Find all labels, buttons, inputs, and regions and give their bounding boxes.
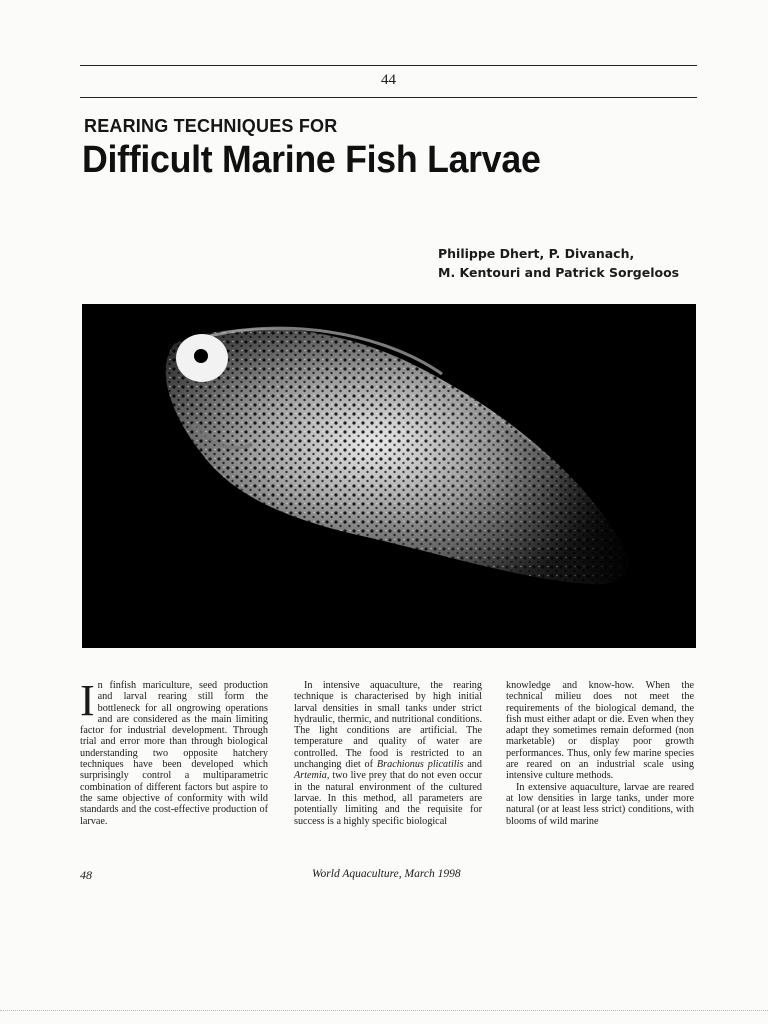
- bottom-scan-edge: [0, 1010, 768, 1012]
- author-block: [438, 244, 679, 282]
- page-number: 44: [381, 72, 396, 88]
- species-brachionus: Brachionus plicatilis: [376, 759, 464, 771]
- body-column-3: [506, 680, 694, 827]
- column-2-text-b: , two live prey that do not even occur in the natural environment of the cultured larvae. In this method, all parameters are potentially limiting and the requisite for success is a highly specific biological: [294, 770, 482, 827]
- conjunction-and: and: [463, 759, 482, 771]
- journal-citation: World Aquaculture, March 1998: [312, 868, 461, 880]
- column-1-text: n finfish mariculture, seed production and larval rearing still form the bottleneck for all ongrowing operations and are considered as the main limiting factor for industrial development. Through trial and error more than through biological understanding two opposite hatchery techniques have been developed which surprisingly control a multiparametric combination of different factors but aspire to the same objective of conformity with wild standards and the cost-effective production of larvae.: [80, 680, 268, 827]
- article-kicker: REARING TECHNIQUES FOR: [84, 116, 338, 136]
- drop-cap: I: [80, 676, 95, 725]
- fish-larva-photo: [82, 304, 696, 648]
- body-column-2: [294, 680, 482, 827]
- authors-line-2: M. Kentouri and Patrick Sorgeloos: [438, 265, 680, 280]
- column-2-text-a: In intensive aquaculture, the rearing technique is characterised by high initial larval densities in small tanks under strict hydraulic, thermic, and nutritional conditions. The light conditions are artificial. The temperature and quality of water are controlled. The food is restricted to an unchanging diet of: [294, 680, 482, 771]
- header-rule: [80, 97, 697, 98]
- folio-number: 48: [80, 868, 92, 882]
- body-column-1: [80, 676, 268, 827]
- species-artemia: Artemia: [294, 770, 327, 782]
- fish-larva-illustration: [82, 304, 696, 648]
- column-3-paragraph-2: In extensive aquaculture, larvae are reared at low densities in large tanks, under more natural (or at least less strict) conditions, with blooms of wild marine: [506, 781, 694, 827]
- column-3-paragraph-1: knowledge and know-how. When the technical milieu does not meet the requirements of the biological demand, the fish must either adapt or die. Even when they adapt they sometimes remain deformed (non marketable) or display poor growth performances. Thus, only few marine species are reared on an industrial scale using intensive culture methods.: [506, 680, 694, 782]
- article-title: Difficult Marine Fish Larvae: [82, 139, 541, 181]
- authors-line-1: Philippe Dhert, P. Divanach,: [438, 246, 635, 261]
- top-rule: [80, 65, 697, 66]
